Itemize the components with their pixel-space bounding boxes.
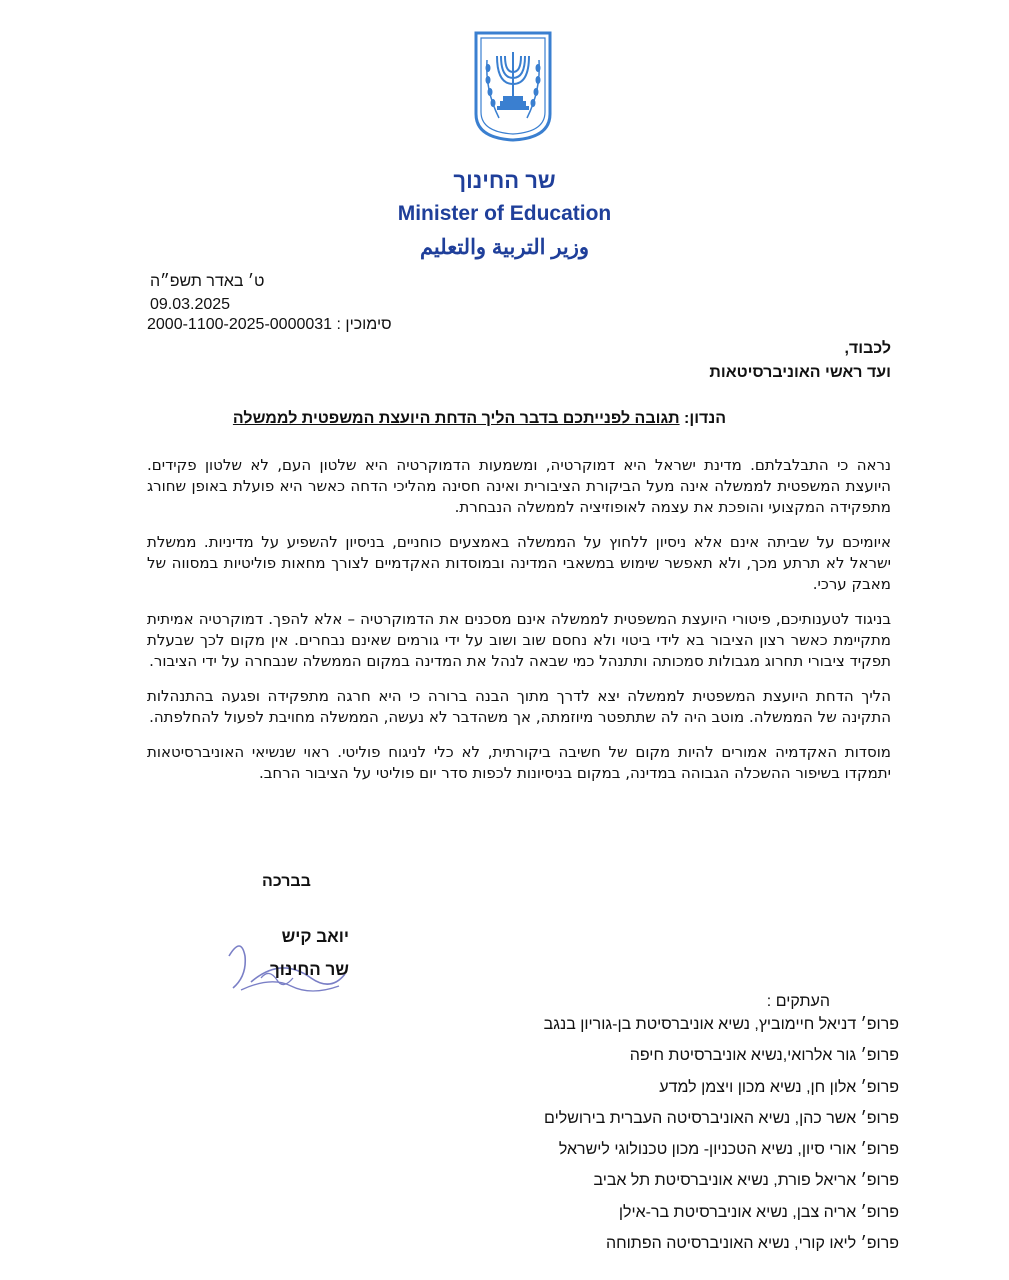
body-paragraph: בניגוד לטענותיכם, פיטורי היועצת המשפטית לממשלה אינם מסכנים את הדמוקרטיה – אלא להפך. דמוקרטיה אמיתית מתקיימת כאשר רצון הציבור בא לידי ביטוי ולא נחסם שוב ושוב על ידי גורמים שאינם נבחרים. אין מקום לכך שבעלת תפקיד ציבורי תחרוג מגבולות סמכותה ותתנהל כמי שבאה לנהל את המדינה במקום הממשלה שנבחרה על ידי הציבור. <box>147 610 891 670</box>
reference-label: סימוכין : <box>336 316 392 333</box>
list-item: פרופ׳ אורי סיון, נשיא הטכניון- מכון טכנולוגי לישראל <box>558 1141 899 1159</box>
list-item: פרופ׳ אריאל פורת, נשיא אוניברסיטת תל אביב <box>593 1172 899 1190</box>
list-item: פרופ׳ אלון חן, נשיא מכון ויצמן למדע <box>659 1078 899 1096</box>
signatory-title: שר החינוך <box>270 960 349 979</box>
subject-line <box>150 410 809 428</box>
list-item: פרופ׳ אשר כהן, נשיא האוניברסיטה העברית בירושלים <box>544 1109 899 1127</box>
title-arabic: وزير التربية والتعليم <box>419 236 590 259</box>
title-english: Minister of Education <box>397 202 612 225</box>
list-item: פרופ׳ גור אלרואי,נשיא אוניברסיטת חיפה <box>629 1047 899 1065</box>
state-emblem-icon <box>473 30 553 142</box>
list-item: פרופ׳ ליאו קורי, נשיא האוניברסיטה הפתוחה <box>605 1235 899 1253</box>
reference-line <box>147 316 392 334</box>
subject-label: הנדון: <box>684 410 727 427</box>
title-hebrew: שר החינוך <box>453 168 556 193</box>
letter-body <box>147 455 891 798</box>
list-item: פרופ׳ דניאל חיימוביץ, נשיא אוניברסיטת בן-גוריון בנגב <box>543 1016 899 1033</box>
addressee-salutation: לכבוד, <box>844 340 891 357</box>
cc-list <box>339 1012 899 1262</box>
subject-text: תגובה לפנייתכם בדבר הליך הדחת היועצת המשפטית לממשלה <box>232 410 680 427</box>
gregorian-date: 09.03.2025 <box>150 296 231 313</box>
body-paragraph: איומיכם על שביתה אינם אלא ניסיון ללחוץ על הממשלה באמצעים כוחניים, בניסיון להשפיע על מדיניות. ממשלת ישראל לא תרתע מכך, ולא תאפשר שימוש במשאבי המדינה ובמוסדות האקדמיים לצורך מחאות פוליטיות במסווה של מאבק ערכי. <box>147 533 891 593</box>
addressee-name: ועד ראשי האוניברסיטאות <box>709 364 891 381</box>
body-paragraph: נראה כי התבלבלתם. מדינת ישראל היא דמוקרטיה, ומשמעות הדמוקרטיה היא שלטון העם, לא שלטון פקידים. היועצת המשפטית לממשלה אינה מעל הביקורת הציבורית ואינה חסינה מהליכי הדחה כאשר היא פועלת באופן שחורג מתפקידה המקצועי והופכת את עצמה לאופוזיציה לממשלה הנבחרת. <box>147 456 891 516</box>
closing-blessing: בברכה <box>262 873 311 890</box>
hebrew-date: ט׳ באדר תשפ״ה <box>150 273 265 290</box>
body-paragraph: מוסדות האקדמיה אמורים להיות מקום של חשיבה ביקורתית, לא כלי לניגוח פוליטי. ראוי שנשיאי האוניברסיטאות יתמקדו בשיפור ההשכלה הגבוהה במדינה, במקום בניסיונות לכפות סדר יום פוליטי על הציבור הרחב. <box>147 743 891 782</box>
body-paragraph: הליך הדחת היועצת המשפטית לממשלה יצא לדרך מתוך הבנה ברורה כי היא חרגה מתפקידה ופגעה בהתנהלות התקינה של הממשלה. מוטב היה לה שתתפטר מיוזמתה, אך משהדבר לא נעשה, הממשלה מחויבת לפעול להחלפתה. <box>147 687 891 726</box>
signatory-name: יואב קיש <box>281 927 349 946</box>
reference-number: 2000-1100-2025-0000031 <box>147 316 333 333</box>
list-item: פרופ׳ אריה צבן, נשיא אוניברסיטת בר-אילן <box>618 1203 899 1221</box>
cc-label: העתקים : <box>766 993 830 1010</box>
